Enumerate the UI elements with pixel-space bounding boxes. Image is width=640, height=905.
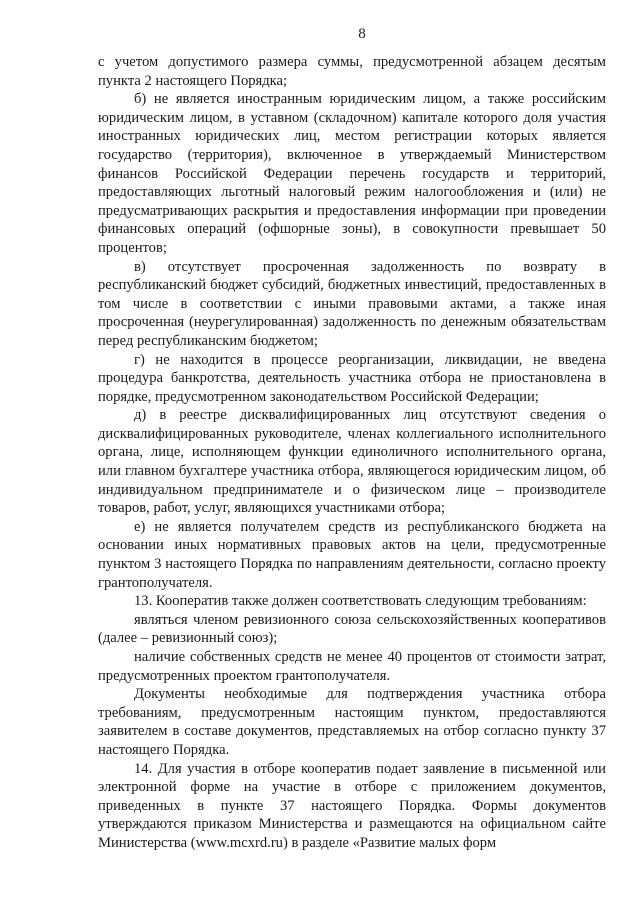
document-body (98, 53, 606, 853)
paragraph: с учетом допустимого размера суммы, предусмотренной абзацем десятым пункта 2 настоящего Порядка; (98, 54, 606, 89)
paragraph: 14. Для участия в отборе кооператив подает заявление в письменной или электронной форме на участие в отборе с приложением документов, приведенных в пункте 37 настоящего Порядка. Формы документов утверждаются приказом Министерства и размещаются на официальном сайте Министерства (www.mcxrd.ru) в разделе «Развитие малых форм (98, 760, 606, 851)
paragraph: наличие собственных средств не менее 40 процентов от стоимости затрат, предусмотренных проектом грантополучателя. (98, 649, 606, 684)
paragraph: Документы необходимые для подтверждения участника отбора требованиям, предусмотренным настоящим пунктом, предоставляются заявителем в составе документов, представляемых на отбор согласно пункту 37 настоящего Порядка. (98, 686, 606, 758)
page-number: 8 (358, 26, 366, 42)
paragraph: являться членом ревизионного союза сельскохозяйственных кооперативов (далее – ревизионный союз); (98, 611, 606, 647)
paragraph: д) в реестре дисквалифицированных лиц отсутствуют сведения о дисквалифицированных руководителе, членах коллегиального исполнительного органа, лице, исполняющем функции единоличного исполнительного органа, или главном бухгалтере участника отбора, являющегося юридическим лицом, об индивидуальном предпринимателе и о физическом лице – производителе товаров, работ, услуг, являющихся участниками отбора; (98, 407, 606, 517)
paragraph: е) не является получателем средств из республиканского бюджета на основании иных нормативных правовых актов на цели, предусмотренные пунктом 3 настоящего Порядка по направлениям деятельности, согласно проекту грантополучателя. (98, 518, 606, 591)
paragraph: г) не находится в процессе реорганизации, ликвидации, не введена процедура банкротства, деятельность участника отбора не приостановлена в порядке, предусмотренном законодательством Российской Федерации; (98, 351, 606, 405)
paragraph: в) отсутствует просроченная задолженность по возврату в республиканский бюджет субсидий, бюджетных инвестиций, предоставленных в том числе в соответствии с иными правовыми актами, а также иная просроченная (неурегулированная) задолженность по денежным обязательствам перед республиканским бюджетом; (98, 258, 606, 349)
paragraph: б) не является иностранным юридическим лицом, а также российским юридическим лицом, в уставном (складочном) капитале которого доля участия иностранных юридических лиц, местом регистрации которых является государство (территория), включенное в утверждаемый Министерством финансов Российской Федерации перечень государств и территорий, предоставляющих льготный налоговый режим налогообложения и (или) не предусматривающих раскрытия и предоставления информации при проведении финансовых операций (офшорные зоны), в совокупности превышает 50 процентов; (98, 91, 606, 256)
paragraph: 13. Кооператив также должен соответствовать следующим требованиям: (134, 593, 587, 610)
